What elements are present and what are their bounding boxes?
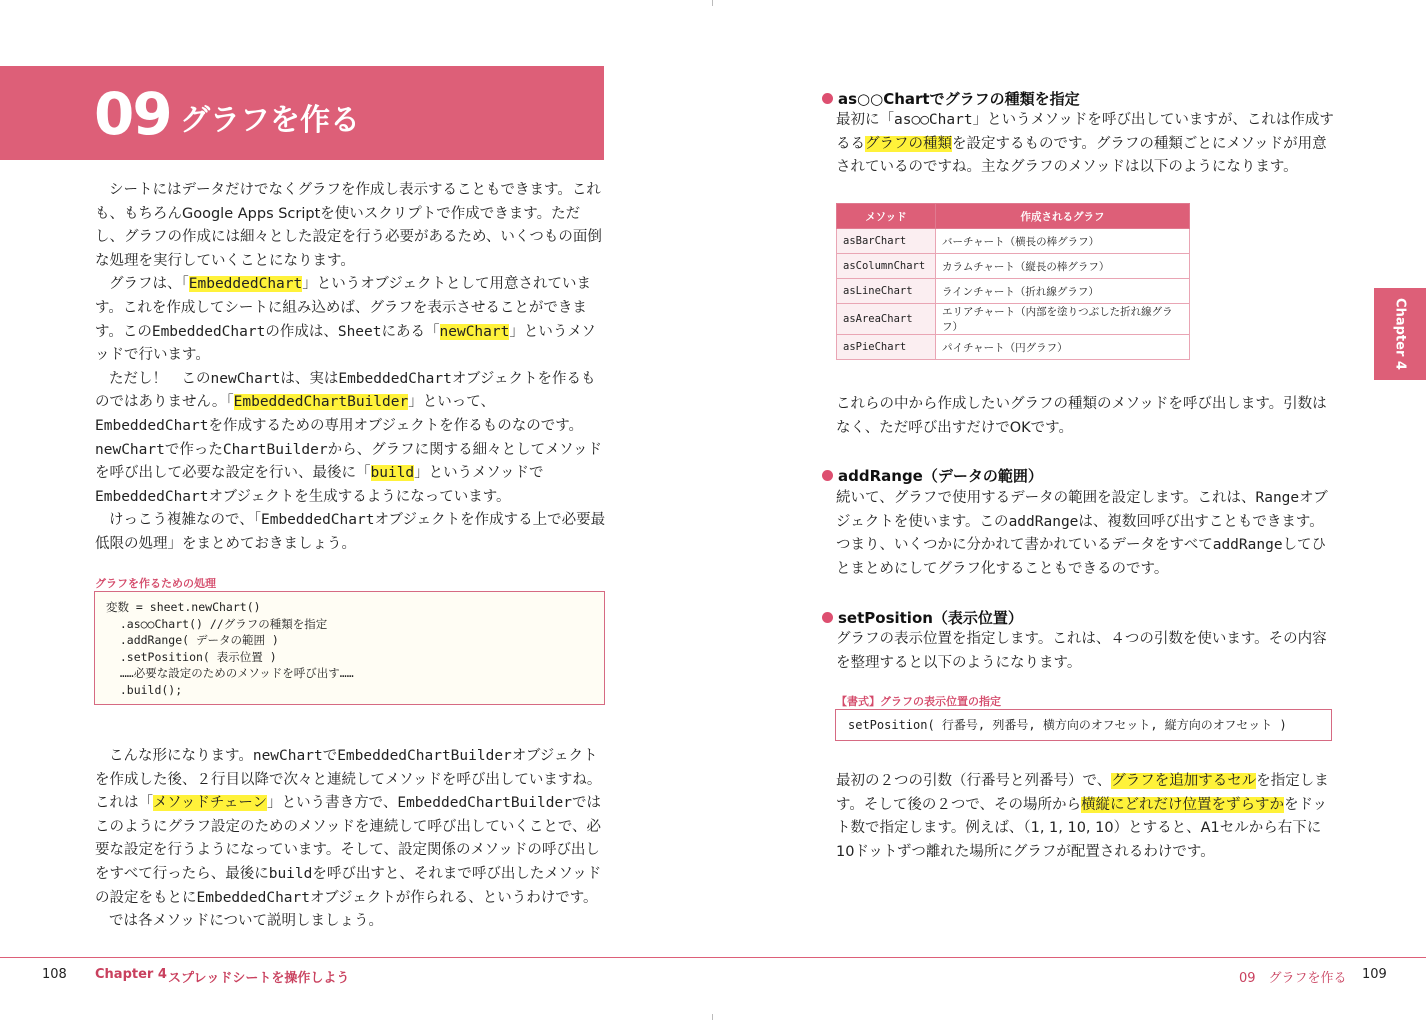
table-row [837,304,1190,335]
text-run: ではこのようにグラフ設定のためのメソッドを連続して呼び出していくことで、必要な設定を行うようになっています。そして、設定関係のメソッドの呼び出しをすべて行ったら、最後に [95,795,602,882]
section-heading-chart-type [822,88,1080,109]
text-run: EmbeddedChart [196,889,310,906]
text-run: オブジェクトを作成する上で必要最低限の処理」をまとめておきましょう。 [95,512,606,552]
paragraph [95,179,607,273]
method-name-cell: asAreaChart [837,304,936,335]
text-run: シートにはデータだけでなくグラフを作成し表示することもできます。これも、もちろんGoogle Apps Scriptを使いスクリプトで作成できます。ただし、グラフの作成には細々とした設定を行う必要があるため、いくつもの面倒な処理を実行していくことになります。 [95,182,602,269]
table-row [837,254,1190,279]
text-run: を作成するための専用オブジェクトを作るものなのです。 [208,417,584,434]
footer-chapter: Chapter 4 [95,967,167,982]
paragraph [95,910,607,934]
chart-description-cell: バーチャート（横長の棒グラフ） [936,229,1190,254]
method-name-cell: asBarChart [837,229,936,254]
table-row [837,229,1190,254]
paragraph [95,509,607,556]
code-line: .as○○Chart() //グラフの種類を指定 [106,616,328,631]
crop-mark [712,0,713,6]
highlighted-term: 横縦にどれだけ位置をずらすか [1081,796,1285,813]
method-name-cell: asPieChart [837,335,936,360]
text-run: addRange [1212,537,1283,554]
code-line: .addRange( データの範囲 ) [106,633,279,648]
footer-rule [0,957,1426,958]
bullet-icon [822,93,833,104]
text-run: build [268,865,313,882]
chapter-side-tab-label: Chapter 4 [1392,298,1408,370]
method-name-cell: asLineChart [837,279,936,304]
text-run: の作成は、 [265,323,338,340]
final-text [836,770,1336,864]
text-run: 」というオブジェクトとして用意されています。これを作成してシートに組み込めば、グラフを表示させることができます。この [95,276,591,340]
section-number: 09 [94,80,171,148]
right-page-number: 109 [1362,967,1387,982]
text-run: 」というメソッドを呼び出していますが、これは作成するる [836,112,1334,152]
text-run: addRange [1008,513,1079,530]
paragraph [95,273,607,367]
text-run: as○○Chart [894,112,973,128]
heading-label: setPosition（表示位置） [838,609,1023,627]
highlighted-term: メソッドチェーン [153,795,268,812]
highlighted-term: グラフの種類 [865,135,952,152]
section-title: グラフを作る [180,103,360,138]
bullet-icon [822,612,833,623]
heading-label: addRange（データの範囲） [838,467,1043,485]
text-run: けっこう複雑なので、「 [109,512,261,529]
text-run: ただし！ この [109,370,211,387]
text-run: オブジェクトを作るものではありません。「 [95,370,596,411]
text-run: 」というメソッドで [414,465,544,482]
text-run: 続いて、グラフで使用するデータの範囲を設定します。これは、 [836,490,1256,506]
text-run: は、実は [280,370,339,387]
text-run: オブジェクトが作られる、というわけです。 [310,889,598,906]
text-run: では各メソッドについて説明しましょう。 [109,913,384,930]
text-run: newChart [210,370,281,387]
method-table [836,203,1190,360]
left-page-number: 108 [42,967,67,982]
left-body-text-2 [95,745,607,934]
highlighted-term: EmbeddedChartBuilder [233,394,409,411]
chart-description-cell: パイチャート（円グラフ） [936,335,1190,360]
text-run: EmbeddedChart [151,323,266,340]
addrange-text [836,487,1336,581]
code-line: .setPosition( 表示位置 ) [106,649,277,664]
text-run: 」という書き方で、 [267,795,398,812]
chart-description-cell: ラインチャート（折れ線グラフ） [936,279,1190,304]
code-caption: グラフを作るための処理 [95,577,216,590]
paragraph [95,368,607,510]
highlighted-term: newChart [439,323,510,340]
text-run: グラフの表示位置を指定します。これは、４つの引数を使います。その内容を整理すると以下のようになります。 [836,631,1327,671]
text-run: EmbeddedChart [95,417,209,434]
format-code-box: setPosition( 行番号, 列番号, 横方向のオフセット, 縦方向のオフセット ) [835,709,1332,741]
text-run: オブジェクトを生成するようになっています。 [208,488,511,505]
bullet-icon [822,470,833,481]
highlighted-term: グラフを追加するセル [1111,773,1257,789]
text-run: EmbeddedChartBuilder [397,795,572,812]
code-line: ……必要な設定のためのメソッドを呼び出す…… [106,666,354,681]
text-run: 最初の２つの引数（行番号と列番号）で、 [836,773,1112,789]
highlighted-term: build [370,465,415,482]
text-run: newChart [95,441,165,458]
after-table-text: これらの中から作成したいグラフの種類のメソッドを呼び出します。引数はなく、ただ呼び出すだけでOKです。 [836,396,1327,436]
text-run: から、グラフに関する細々としてメソッドを呼び出して必要な設定を行い、最後に「 [95,441,602,482]
text-run: で作った [164,441,223,458]
code-line: .build(); [106,682,183,697]
text-run: オブジェクトを作成した後、２行目以降で次々と連続してメソッドを呼び出していますね。これは「 [95,748,602,812]
chart-description-cell: エリアチャート（内部を塗りつぶした折れ線グラフ） [936,304,1190,335]
heading-label: as○○Chartでグラフの種類を指定 [838,90,1080,108]
text-run: EmbeddedChart [95,488,209,505]
chart-description-cell: カラムチャート（縦長の棒グラフ） [936,254,1190,279]
text-run: を指定します。そして後の２つで、その場所から [836,773,1329,813]
text-run: Range [1255,490,1300,506]
text-run: をドット数で指定します。例えば、（1, 1, 10, 10）とすると、A1セルから右下に10ドットずつ離れた場所にグラフが配置されるわけです。 [836,796,1327,860]
text-run: こんな形になります。 [109,748,253,764]
text-run: は、複数回呼び出すこともできます。つまり、いくつかに分かれて書かれているデータをすべて [836,513,1324,554]
text-run: 最初に「 [836,112,894,128]
table-header: 作成されるグラフ [936,204,1190,229]
highlighted-term: EmbeddedChart [188,276,303,293]
text-run: 」といって、 [408,394,495,411]
format-caption: 【書式】グラフの表示位置の指定 [836,695,1001,708]
code-block [94,591,605,705]
text-run: Sheet [337,323,382,340]
footer-chapter-title: スプレッドシートを操作しよう [168,971,350,986]
footer-section: 09 グラフを作る [1239,971,1347,986]
text-run: を呼び出すと、それまで呼び出したメソッドの設定をもとに [95,865,602,906]
text-run: を設定するものです。グラフの種類ごとにメソッドが用意されているのですね。主なグラフのメソッドは以下のようになります。 [836,135,1327,176]
text-run: にある「 [381,323,440,340]
section-heading-addrange [822,465,1043,486]
text-run: ChartBuilder [222,441,328,458]
text-run: newChart [252,748,323,764]
chart-type-text [836,109,1336,180]
section-heading-setposition [822,607,1023,628]
text-run: EmbeddedChart [260,512,375,529]
table-row [837,335,1190,360]
table-header: メソッド [837,204,936,229]
text-run: オブジェクトを使います。この [836,490,1328,530]
method-name-cell: asColumnChart [837,254,936,279]
text-run: グラフは、「 [109,276,189,293]
table-row [837,279,1190,304]
left-body-text [95,179,607,557]
text-run: EmbeddedChartBuilder [337,748,512,764]
text-run: 」というメソッドで行います。 [95,323,596,364]
text-run: で [322,748,338,764]
setposition-text [836,628,1336,675]
crop-mark [712,1014,713,1020]
text-run: EmbeddedChart [338,370,452,387]
paragraph [95,745,607,910]
code-line: 変数 = sheet.newChart() [106,600,261,614]
text-run: してひとまとめにしてグラフ化することもできるのです。 [836,537,1327,577]
